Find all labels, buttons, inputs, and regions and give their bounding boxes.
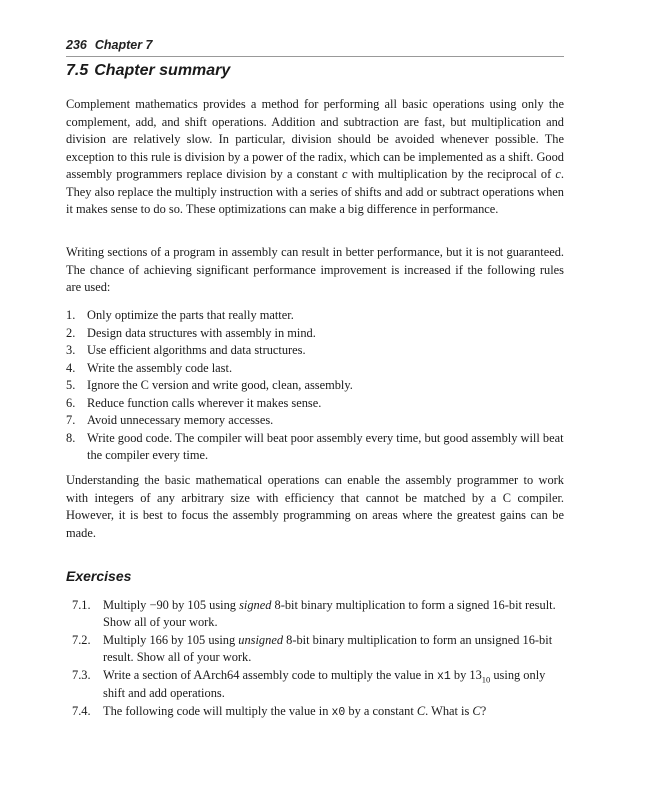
p1-text-b: with multiplication by the reciprocal of	[347, 167, 556, 181]
exercise-text: by a constant	[345, 704, 417, 718]
section-number: 7.5	[66, 62, 89, 79]
register-code: x1	[436, 670, 451, 683]
exercise-emphasis: unsigned	[238, 633, 284, 647]
rule-number: 7.	[66, 413, 76, 427]
register-code: x0	[331, 706, 346, 719]
rule-number: 2.	[66, 325, 76, 340]
rule-number: 8.	[66, 430, 76, 445]
exercise-text: 8-bit binary multiplication to form a signed 16-bit result. Show all of your work.	[103, 598, 556, 629]
summary-paragraph-1	[66, 96, 564, 219]
exercise-emphasis: signed	[239, 598, 272, 612]
exercise-text: Multiply 166 by 105 using	[103, 633, 239, 647]
rule-text: Use efficient algorithms and data structures.	[87, 343, 306, 357]
rule-number: 4.	[66, 360, 76, 375]
p1-text-c: . They also replace the multiply instruction with a series of shifts and add or subtract operations when it makes sense to do so. These optimizations can make a big difference in performance.	[66, 167, 565, 216]
rule-text: Write the assembly code last.	[87, 360, 233, 375]
exercise-number: 7.3.	[72, 668, 91, 682]
constant-var: C	[472, 704, 481, 718]
rules-list	[66, 307, 564, 465]
rule-number: 5.	[66, 378, 76, 392]
exercise-number: 7.1.	[72, 598, 91, 612]
header-rule	[66, 56, 564, 57]
p1-var-c-2: c	[555, 167, 561, 181]
list-item	[66, 395, 564, 413]
rule-text: Design data structures with assembly in mind.	[87, 325, 316, 340]
list-item	[66, 412, 564, 430]
rule-number: 3.	[66, 343, 76, 357]
p1-var-c: c	[342, 167, 348, 181]
rule-text: Only optimize the parts that really matter.	[87, 308, 294, 322]
exercise-text: 8-bit binary multiplication to form an unsigned 16-bit result. Show all of your work.	[103, 633, 553, 664]
rule-text: Ignore the C version and write good, clean, assembly.	[87, 378, 353, 392]
p1-text-a: Complement mathematics provides a method for performing all basic operations using only the complement, add, and shift operations. Addition and subtraction are fast, but multiplication and division are relatively slow. In particular, division should be avoided whenever possible. The exception to this rule is division by a power of the radix, which can be implemented as a shift. Good assembly programmers replace division by a constant	[66, 97, 564, 181]
exercise-text: ?	[480, 704, 487, 718]
list-item	[66, 325, 564, 343]
rule-number: 1.	[66, 308, 76, 322]
exercise-text: by 13	[450, 668, 482, 682]
exercise-text: Multiply −90 by 105 using	[103, 598, 240, 612]
chapter-label: Chapter 7	[94, 38, 153, 52]
rule-text: Reduce function calls wherever it makes sense.	[87, 395, 322, 410]
list-item	[66, 430, 564, 465]
exercise-text: . What is	[425, 704, 473, 718]
section-title-text: Chapter summary	[94, 62, 231, 79]
exercise-number: 7.2.	[72, 633, 91, 647]
rule-number: 6.	[66, 395, 76, 410]
exercise-item	[66, 703, 564, 721]
section-title	[66, 62, 230, 80]
exercise-item	[66, 632, 564, 666]
exercise-text: using only shift and add operations.	[103, 668, 546, 700]
rule-text: Write good code. The compiler will beat poor assembly every time, but good assembly will beat the compiler every time.	[87, 430, 564, 462]
constant-var: C	[416, 704, 426, 718]
running-head	[66, 38, 564, 52]
summary-paragraph-3: Understanding the basic mathematical operations can enable the assembly programmer to work with integers of any arbitrary size with efficiency that cannot be matched by a C compiler. However, it is best to focus the assembly programming on areas where the greatest gains can be made.	[66, 473, 564, 540]
list-item	[66, 342, 564, 360]
exercise-number: 7.4.	[72, 704, 91, 718]
summary-paragraph-2: Writing sections of a program in assembly can result in better performance, but it is not guaranteed. The chance of achieving significant performance improvement is increased if the following rules are used:	[66, 245, 564, 294]
exercise-text: The following code will multiply the value in	[103, 704, 332, 718]
page-number: 236	[66, 38, 87, 52]
exercise-text: Write a section of AArch64 assembly code to multiply the value in	[103, 668, 437, 682]
list-item	[66, 307, 564, 325]
exercises-list	[66, 597, 564, 722]
exercises-heading: Exercises	[66, 568, 132, 584]
list-item	[66, 360, 564, 378]
exercise-item	[66, 597, 564, 631]
list-item	[66, 377, 564, 395]
rule-text: Avoid unnecessary memory accesses.	[87, 413, 274, 427]
exercise-item	[66, 667, 564, 702]
radix-subscript: 10	[481, 674, 491, 685]
